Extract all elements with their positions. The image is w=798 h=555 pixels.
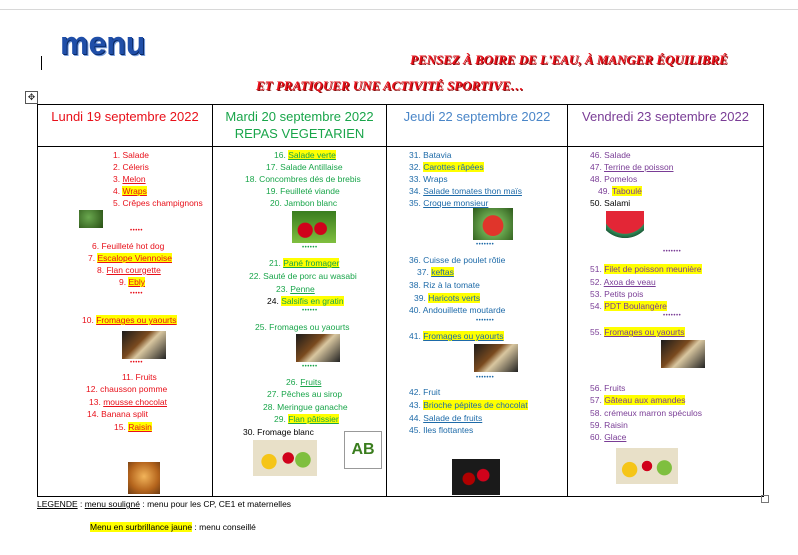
menu-item: 5. Crêpes champignons [113, 198, 203, 208]
menu-item: 37. keftas [417, 267, 454, 277]
menu-item: 10. Fromages ou yaourts [82, 315, 177, 325]
menu-item: 46. Salade [590, 150, 631, 160]
header-thursday [387, 105, 568, 147]
cheese-image [122, 331, 166, 359]
menu-item: 31. Batavia [409, 150, 452, 160]
separator-dots: ••••••• [476, 375, 495, 381]
menu-item: 6. Feuilleté hot dog [92, 241, 165, 251]
cell-tuesday [213, 147, 387, 497]
menu-item: 51. Filet de poisson meunière [590, 264, 702, 274]
cell-thursday [387, 147, 568, 497]
separator-dots: ••••••• [476, 242, 495, 248]
menu-item: 32. Carottes râpées [409, 162, 484, 172]
menu-item: 30. Fromage blanc [243, 427, 314, 437]
separator-dots: ••••••• [663, 249, 682, 255]
cheese-image [296, 334, 340, 362]
menu-item: 54. PDT Boulangère [590, 301, 667, 311]
menu-item: 27. Pêches au sirop [267, 389, 343, 399]
menu-item: 11. Fruits [122, 372, 157, 382]
vegetarian-label: REPAS VEGETARIEN [234, 126, 365, 141]
menu-item: 19. Feuilleté viande [266, 186, 340, 196]
separator-dots: ••••• [130, 360, 144, 366]
menu-item: 53. Petits pois [590, 289, 644, 299]
header-row [38, 105, 764, 147]
menu-item: 42. Fruit [409, 387, 441, 397]
legend-label: LEGENDE [37, 499, 78, 509]
day-label: Lundi 19 septembre 2022 [51, 109, 199, 124]
separator-dots: •••••• [302, 308, 318, 314]
legend-highlight-desc: : menu conseillé [192, 522, 256, 532]
separator-dots: •••••• [302, 364, 318, 370]
menu-table [37, 104, 764, 497]
menu-item: 9. Ebly [119, 277, 145, 287]
menu-item: 15. Raisin [114, 422, 152, 432]
menu-item: 4. Wraps [113, 186, 147, 196]
legend-underline-sample: menu souligné [84, 499, 141, 509]
menu-item: 52. Axoa de veau [590, 277, 656, 287]
legend-line-1: LEGENDE : menu souligné : menu pour les CP, CE1 et maternelles [37, 499, 292, 509]
menu-item: 22. Sauté de porc au wasabi [249, 271, 357, 281]
day-label: Mardi 20 septembre 2022 [225, 109, 374, 124]
legend-highlight-sample: Menu en surbrillance jaune [90, 522, 193, 532]
text-cursor [41, 56, 42, 70]
legend-line-2 [90, 522, 256, 532]
menu-item: 41. Fromages ou yaourts [409, 331, 504, 341]
header-friday [568, 105, 764, 147]
menu-item: 3. Melon [113, 174, 146, 184]
menu-item: 40. Andouillette moutarde [409, 305, 506, 315]
header-monday [38, 105, 213, 147]
separator-dots: ••••• [130, 228, 144, 234]
table-resize-handle[interactable] [761, 495, 769, 503]
menu-item: 13. mousse chocolat [89, 397, 167, 407]
cheese-image [474, 344, 518, 372]
menu-item: 48. Pomelos [590, 174, 638, 184]
header-tuesday [213, 105, 387, 147]
separator-dots: ••••• [130, 291, 144, 297]
menu-item: 36. Cuisse de poulet rôtie [409, 255, 506, 265]
menu-item: 12. chausson pomme [86, 384, 168, 394]
dessert-image [128, 462, 160, 494]
menu-item: 21. Pané fromager [269, 258, 340, 268]
fruit-salad-image [452, 459, 500, 495]
page-title: menu [60, 25, 146, 61]
menu-item: 26. Fruits [286, 377, 322, 387]
fruits-image [253, 440, 317, 476]
menu-item: 28. Meringue ganache [263, 402, 348, 412]
menu-item: 45. Iles flottantes [409, 425, 474, 435]
menu-item: 38. Riz à la tomate [409, 280, 480, 290]
menu-item: 24. Salsifis en gratin [267, 296, 344, 306]
menu-item: 23. Penne [276, 284, 315, 294]
menu-item: 60. Glace [590, 432, 627, 442]
organic-logo: AB [344, 431, 382, 469]
menu-item: 49. Taboulé [598, 186, 642, 196]
cheese-image [661, 340, 705, 368]
menu-item: 47. Terrine de poisson [590, 162, 674, 172]
menu-item: 33. Wraps [409, 174, 448, 184]
menu-item: 8. Flan courgette [97, 265, 161, 275]
menu-item: 59. Raisin [590, 420, 628, 430]
separator-dots: •••••• [302, 245, 318, 251]
menu-item: 7. Escalope Viennoise [88, 253, 172, 263]
vegetables-image [292, 211, 336, 243]
menu-item: 34. Salade tomates thon maïs [409, 186, 522, 196]
menu-item: 43. Brioche pépites de chocolat [409, 400, 528, 410]
day-label: Jeudi 22 septembre 2022 [403, 109, 551, 124]
menu-item: 39. Haricots verts [414, 293, 481, 303]
fruits-image [616, 448, 678, 484]
menu-item: 14. Banana split [87, 409, 148, 419]
table-move-icon[interactable]: ✥ [25, 91, 38, 104]
menu-item: 29. Flan pâtissier [274, 414, 339, 424]
menu-item: 1. Salade [113, 150, 149, 160]
menu-item: 58. crémeux marron spéculos [590, 408, 702, 418]
menu-item: 25. Fromages ou yaourts [255, 322, 350, 332]
salad-image [79, 210, 103, 228]
menu-item: 50. Salami [590, 198, 631, 208]
menu-row [38, 147, 764, 497]
slogan-line-2: ET PRATIQUER UNE ACTIVITÉ SPORTIVE… [256, 78, 524, 93]
menu-item: 56. Fruits [590, 383, 626, 393]
menu-item: 16. Salade verte [274, 150, 336, 160]
watermelon-image [606, 211, 644, 247]
page-edge [0, 9, 798, 10]
menu-item: 2. Céleris [113, 162, 149, 172]
tomato-image [473, 208, 513, 240]
menu-item: 17. Salade Antillaise [266, 162, 343, 172]
cell-friday [568, 147, 764, 497]
menu-item: 55. Fromages ou yaourts [590, 327, 685, 337]
menu-item: 20. Jambon blanc [270, 198, 338, 208]
menu-item: 35. Croque monsieur [409, 198, 489, 208]
cell-monday [38, 147, 213, 497]
menu-item: 57. Gâteau aux amandes [590, 395, 686, 405]
slogan-line-1: PENSEZ À BOIRE DE L'EAU, À MANGER ÉQUILIBRÉ [410, 52, 728, 67]
day-label: Vendredi 23 septembre 2022 [582, 109, 749, 124]
separator-dots: ••••••• [663, 313, 682, 319]
menu-item: 44. Salade de fruits [409, 413, 483, 423]
legend-underline-desc: : menu pour les CP, CE1 et maternelles [140, 499, 292, 509]
menu-item: 18. Concombres dés de brebis [245, 174, 361, 184]
separator-dots: ••••••• [476, 318, 495, 324]
